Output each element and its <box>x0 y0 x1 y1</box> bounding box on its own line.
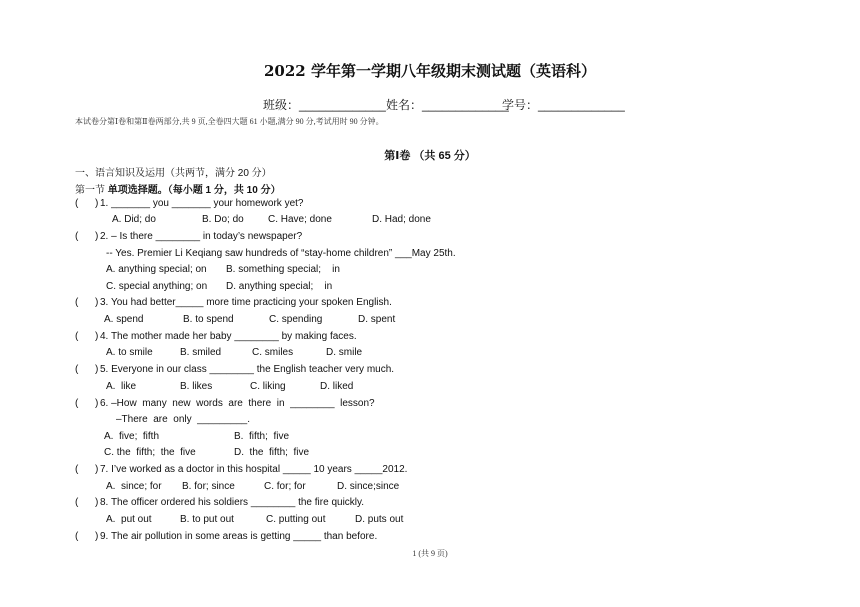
option-a: A. put out <box>106 514 152 525</box>
question-stem-line2: –There are only _________. <box>116 414 250 425</box>
option-b: B. fifth; five <box>234 431 290 442</box>
question-stem: 7. I’ve worked as a doctor in this hospital _____ 10 years _____2012. <box>100 464 408 475</box>
option-b: B. something special; in <box>226 264 340 275</box>
option-a: A. anything special; on <box>106 264 207 275</box>
question-stem: 5. Everyone in our class ________ the English teacher very much. <box>100 364 395 375</box>
option-a: A. to smile <box>106 347 153 358</box>
option-d: D. anything special; in <box>226 281 333 292</box>
answer-bracket: ( ) <box>75 331 99 342</box>
question-stem: 9. The air pollution in some areas is getting _____ than before. <box>100 531 378 542</box>
question-stem: 4. The mother made her baby ________ by making faces. <box>100 331 357 342</box>
option-b: B. likes <box>180 381 213 392</box>
subsection-prefix: 第一节 <box>75 185 105 196</box>
option-d: D. smile <box>326 347 363 358</box>
option-b: B. to put out <box>180 514 234 525</box>
option-a: A. Did; do <box>112 214 156 225</box>
question-stem: 3. You had better_____ more time practicing your spoken English. <box>100 297 392 308</box>
answer-bracket: ( ) <box>75 531 99 542</box>
option-b: B. smiled <box>180 347 222 358</box>
option-b: B. Do; do <box>202 214 244 225</box>
question-stem: 6. –How many new words are there in ________ lesson? <box>100 398 375 409</box>
exam-instructions: 本试卷分第Ⅰ卷和第Ⅱ卷两部分,共 9 页,全卷四大题 61 小题,满分 90 分,考试用时 90 分钟。 <box>75 117 384 126</box>
question-stem: 8. The officer ordered his soldiers ________ the fire quickly. <box>100 497 365 508</box>
option-c: C. smiles <box>252 347 294 358</box>
option-d: D. Had; done <box>372 214 431 225</box>
option-d: D. liked <box>320 381 354 392</box>
option-b: B. for; since <box>182 481 235 492</box>
option-c: C. spending <box>269 314 323 325</box>
subsection-heading <box>75 181 281 196</box>
class-field-label: 班级：_____________ <box>263 98 386 112</box>
option-c: C. special anything; on <box>106 281 208 292</box>
answer-bracket: ( ) <box>75 497 99 508</box>
option-d: D. puts out <box>355 514 404 525</box>
student-number-field-label: 学号：_____________ <box>502 98 625 112</box>
option-a: A. five; fifth <box>104 431 160 442</box>
option-c: C. liking <box>250 381 286 392</box>
option-d: D. spent <box>358 314 396 325</box>
option-a: A. like <box>106 381 137 392</box>
option-d: D. since;since <box>337 481 400 492</box>
answer-bracket: ( ) <box>75 364 99 375</box>
name-field-label: 姓名：_____________ <box>386 98 509 112</box>
question-stem-line2: -- Yes. Premier Li Keqiang saw hundreds of “stay-home children” ___May 25th. <box>106 248 456 259</box>
option-c: C. the fifth; the five <box>104 447 196 458</box>
option-c: C. putting out <box>266 514 326 525</box>
option-c: C. Have; done <box>268 214 332 225</box>
option-a: A. since; for <box>106 481 162 492</box>
part-heading: 一、语言知识及运用（共两节，满分 20 分） <box>75 168 272 179</box>
answer-bracket: ( ) <box>75 231 99 242</box>
page-title: 2022 学年第一学期八年级期末测试题（英语科） <box>264 62 596 80</box>
page-number: 1 (共 9 页) <box>412 549 448 558</box>
subsection-title: 单项选择题。（每小题 1 分，共 10 分） <box>107 185 281 196</box>
question-stem: 2. – Is there ________ in today’s newspaper? <box>100 231 303 242</box>
answer-bracket: ( ) <box>75 297 99 308</box>
option-a: A. spend <box>104 314 144 325</box>
answer-bracket: ( ) <box>75 398 99 409</box>
option-d: D. the fifth; five <box>234 447 310 458</box>
section-title: 第Ⅰ卷 （共 65 分） <box>384 150 476 162</box>
answer-bracket: ( ) <box>75 198 99 209</box>
option-c: C. for; for <box>264 481 306 492</box>
option-b: B. to spend <box>183 314 234 325</box>
answer-bracket: ( ) <box>75 464 99 475</box>
question-stem: 1. _______ you _______ your homework yet? <box>100 198 304 209</box>
